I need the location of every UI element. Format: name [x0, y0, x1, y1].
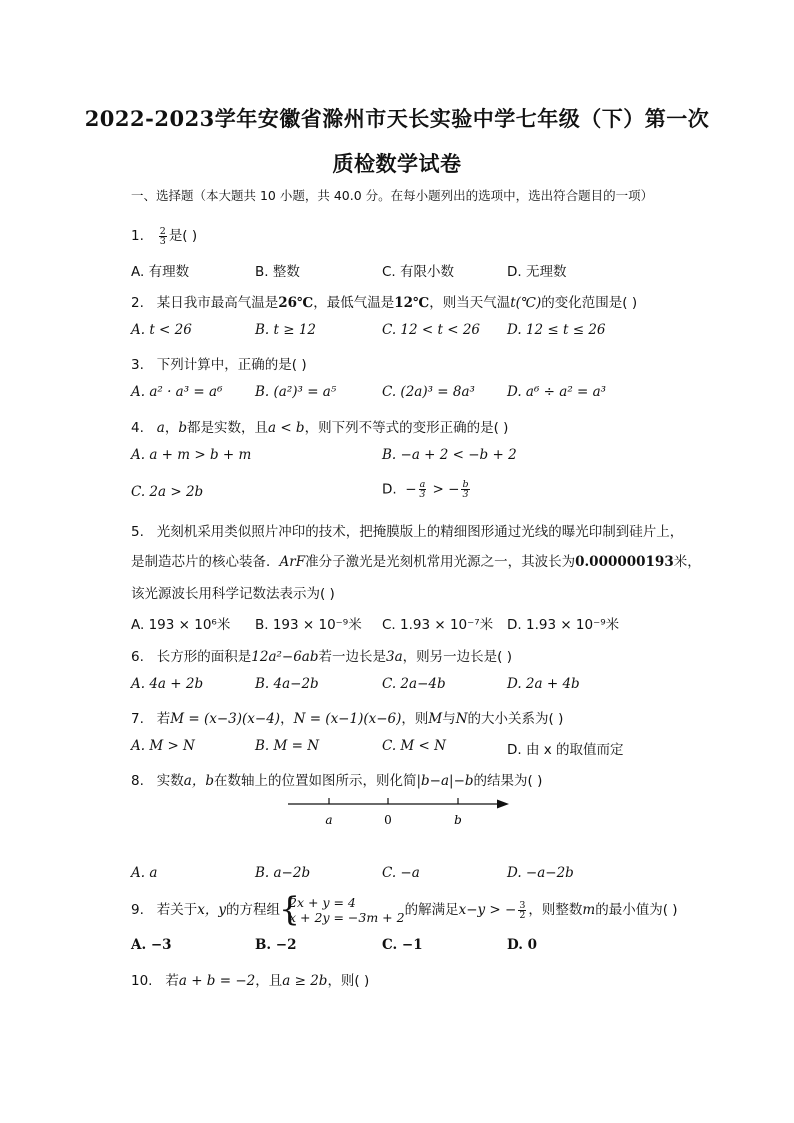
question-text: ，则另一边长是( )	[402, 649, 512, 665]
option-b: B. 193 × 10⁻⁹米	[255, 617, 362, 633]
fraction-denominator: 3	[159, 235, 166, 247]
option-c: C. −a	[382, 865, 420, 881]
option-a: A. a + m > b + m	[131, 447, 252, 463]
section-heading: 一、选择题（本大题共 10 小题，共 40.0 分。在每小题列出的选项中，选出符合题目的一项）	[131, 188, 654, 203]
question-text: 光刻机采用类似照片冲印的技术，把掩膜版上的精细图形通过光线的曝光印制到硅片上，	[156, 524, 684, 540]
equation-1: 2x + y = 4	[289, 895, 356, 910]
question-6	[131, 645, 512, 665]
question-text: ，则下列不等式的变形正确的是( )	[304, 420, 509, 436]
condition: x−y > −	[458, 902, 517, 918]
question-text: 若一边长是	[318, 649, 386, 665]
option-a: A. a² · a³ = a⁶	[131, 384, 223, 400]
variable: m	[582, 902, 596, 918]
option-d: D. 由 x 的取值而定	[507, 742, 624, 758]
question-number: 3.	[131, 357, 144, 373]
question-text: 的变化范围是( )	[541, 295, 638, 311]
option-a: A. 4a + 2b	[131, 676, 204, 692]
question-text: ，则当天气温	[429, 295, 511, 311]
question-text: 实数	[156, 773, 184, 789]
question-number: 1.	[131, 228, 144, 244]
question-text: 准分子激光是光刻机常用光源之一，其波长为	[305, 554, 576, 570]
option-a: A. t < 26	[131, 322, 192, 338]
option-c: C. (2a)³ = 8a³	[382, 384, 475, 400]
question-number: 5.	[131, 524, 144, 540]
option-b: B. t ≥ 12	[255, 322, 317, 338]
option-b: B. a−2b	[255, 865, 311, 881]
fraction-denominator: 3	[462, 489, 469, 500]
question-text: 长方形的面积是	[156, 649, 252, 665]
option-c: C. −1	[382, 937, 423, 953]
question-number: 2.	[131, 295, 144, 311]
option-d: D. 无理数	[507, 264, 567, 280]
abs-expression: |b−a|−b	[416, 773, 474, 789]
question-4	[131, 416, 508, 436]
question-text: 若关于	[156, 902, 198, 918]
label-0: 0	[384, 813, 392, 827]
fraction	[419, 480, 427, 499]
equation-system	[279, 889, 405, 928]
option-c: C. 1.93 × 10⁻⁷米	[382, 617, 494, 633]
n-expression: N = (x−1)(x−6)	[293, 711, 402, 727]
option-d: D. −a−2b	[507, 865, 574, 881]
question-3	[131, 353, 307, 373]
option-b: B. −a + 2 < −b + 2	[382, 447, 517, 463]
variable: M	[428, 711, 443, 727]
option-b: B. 整数	[255, 264, 300, 280]
fraction	[461, 480, 469, 499]
option-a: A. 193 × 10⁶米	[131, 617, 231, 633]
question-text: 的最小值为( )	[595, 902, 678, 918]
m-expression: M = (x−3)(x−4)	[170, 711, 281, 727]
question-text: 的结果为( )	[473, 773, 543, 789]
option-c: C. M < N	[382, 738, 446, 754]
variable: b	[178, 420, 187, 436]
variable: t(℃)	[510, 295, 542, 311]
number-line	[285, 792, 515, 830]
option-d: D. 2a + 4b	[507, 676, 580, 692]
option-d: D. 0	[507, 937, 538, 953]
question-number: 10.	[131, 973, 153, 989]
question-text: 的方程组	[226, 902, 281, 918]
question-number: 6.	[131, 649, 144, 665]
comparison: > −	[428, 481, 460, 498]
question-text: ，	[280, 711, 294, 727]
question-text: 是( )	[168, 228, 198, 244]
fraction	[159, 227, 167, 246]
option-d: D. a⁶ ÷ a² = a³	[507, 384, 607, 400]
variable: a	[156, 420, 165, 436]
question-text: ，	[164, 420, 179, 436]
question-text: 的解满足	[404, 902, 459, 918]
exam-title-line2: 质检数学试卷	[332, 151, 462, 176]
question-text: 都是实数，且	[186, 420, 268, 436]
question-text: 米，	[673, 554, 701, 570]
question-1	[131, 224, 197, 246]
question-number: 9.	[131, 902, 144, 918]
sign: −	[405, 481, 417, 498]
question-5-line2	[131, 550, 701, 570]
fraction-denominator: 2	[519, 909, 526, 921]
equation-2: x + 2y = −3m + 2	[289, 910, 405, 925]
question-text: 某日我市最高气温是	[156, 295, 279, 311]
option-c: C. 12 < t < 26	[382, 322, 481, 338]
high-temp: 26℃	[278, 295, 314, 311]
axis-arrow	[497, 800, 509, 809]
fraction-numerator: a	[419, 479, 426, 490]
question-2	[131, 291, 637, 311]
question-10	[131, 969, 369, 989]
question-text: 若	[165, 973, 179, 989]
question-text: 在数轴上的位置如图所示，则化简	[213, 773, 417, 789]
question-text: 的大小关系为( )	[467, 711, 564, 727]
option-c: C. 有限小数	[382, 264, 455, 280]
question-8	[131, 769, 542, 789]
option-b: B. −2	[255, 937, 297, 953]
question-7	[131, 707, 563, 727]
brace-icon: {	[279, 889, 301, 928]
question-text: 与	[442, 711, 456, 727]
condition: a < b	[267, 420, 305, 436]
option-b: B. M = N	[255, 738, 320, 754]
option-letter: D.	[382, 481, 397, 498]
expression-1: a + b = −2	[178, 973, 256, 989]
question-text: ，则	[401, 711, 429, 727]
question-text: ，则( )	[327, 973, 370, 989]
low-temp: 12℃	[394, 295, 430, 311]
question-number: 8.	[131, 773, 144, 789]
question-text: ，且	[255, 973, 283, 989]
question-text: 是制造芯片的核心装备．	[131, 554, 280, 570]
expression-2: a ≥ 2b	[282, 973, 328, 989]
wavelength-value: 0.000000193	[575, 554, 674, 570]
question-5	[131, 520, 683, 540]
fraction-numerator: 2	[159, 225, 166, 237]
option-d: D. 12 ≤ t ≤ 26	[507, 322, 606, 338]
question-text: 若	[156, 711, 171, 727]
option-a: A. a	[131, 865, 158, 881]
option-c: C. 2a−4b	[382, 676, 446, 692]
question-text: ，则整数	[528, 902, 583, 918]
variables: x，y	[197, 902, 227, 918]
fraction-numerator: 3	[519, 899, 526, 911]
option-a: A. M > N	[131, 738, 195, 754]
fraction-numerator: b	[462, 479, 469, 490]
option-b: B. (a²)³ = a⁵	[255, 384, 337, 400]
question-9	[131, 889, 678, 928]
question-number: 4.	[131, 420, 144, 436]
variable: ArF	[279, 554, 306, 570]
option-b: B. 4a−2b	[255, 676, 319, 692]
side-expression: 3a	[386, 649, 403, 665]
question-text: 下列计算中，正确的是( )	[156, 357, 307, 373]
option-c: C. 2a > 2b	[131, 484, 204, 500]
option-d: D. 1.93 × 10⁻⁹米	[507, 617, 620, 633]
variables: a，b	[183, 773, 214, 789]
option-a: A. −3	[131, 937, 172, 953]
question-5-line3: 该光源波长用科学记数法表示为( )	[131, 586, 335, 602]
question-text: ，最低气温是	[313, 295, 395, 311]
label-b: b	[454, 813, 462, 827]
question-number: 7.	[131, 711, 144, 727]
area-expression: 12a²−6ab	[251, 649, 319, 665]
exam-title-line1: 2022-2023学年安徽省滁州市天长实验中学七年级（下）第一次	[84, 106, 710, 131]
option-a: A. 有理数	[131, 264, 190, 280]
fraction-denominator: 3	[419, 489, 426, 500]
option-d	[382, 480, 472, 499]
fraction	[518, 901, 526, 920]
label-a: a	[325, 813, 333, 827]
variable: N	[455, 711, 468, 727]
